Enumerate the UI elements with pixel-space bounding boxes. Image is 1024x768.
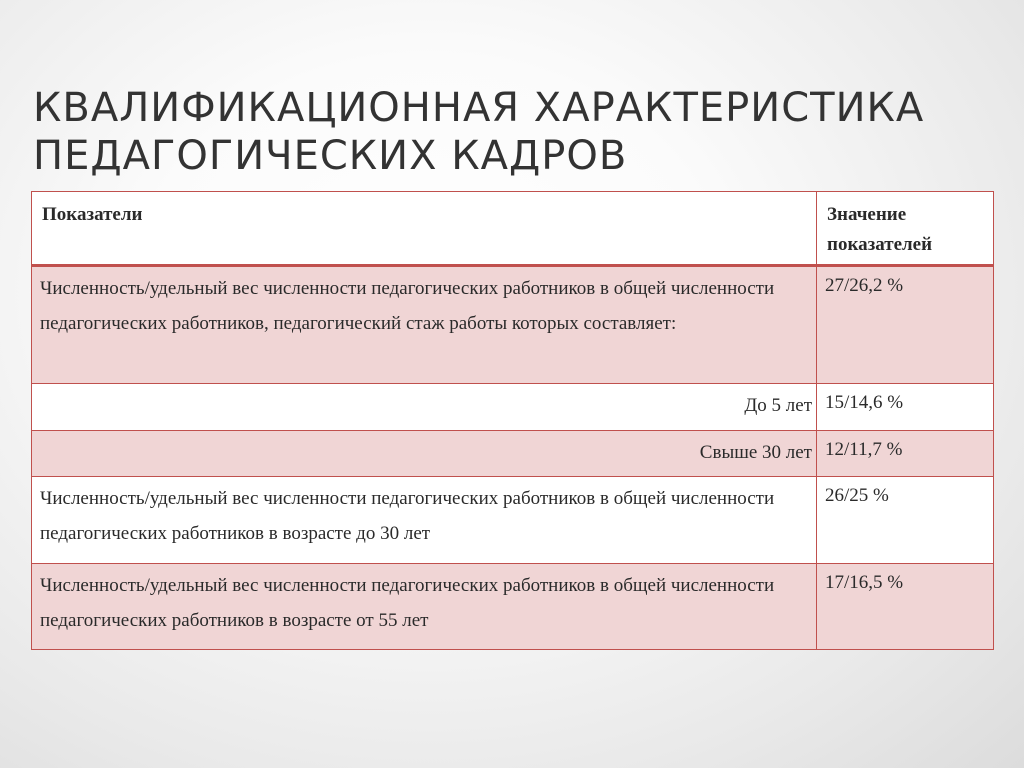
table-row	[32, 384, 994, 431]
slide-title	[33, 84, 993, 180]
value-cell: 15/14,6 %	[817, 384, 994, 431]
indicator-cell: Численность/удельный вес численности педагогических работников в общей численности педагогических работников, педагогический стаж работы которых составляет:	[32, 266, 817, 384]
indicator-cell: Свыше 30 лет	[32, 431, 817, 477]
value-cell: 12/11,7 %	[817, 431, 994, 477]
table-row	[32, 431, 994, 477]
slide-title-line-2: ПЕДАГОГИЧЕСКИХ КАДРОВ	[33, 133, 628, 179]
value-cell: 17/16,5 %	[817, 564, 994, 650]
indicators-table	[31, 191, 994, 650]
table-row	[32, 564, 994, 650]
slide-title-line-1: КВАЛИФИКАЦИОННАЯ ХАРАКТЕРИСТИКА	[33, 85, 925, 131]
table-header-row	[32, 192, 994, 266]
header-value: Значение показателей	[817, 192, 994, 266]
value-cell: 26/25 %	[817, 477, 994, 564]
value-cell: 27/26,2 %	[817, 266, 994, 384]
indicator-cell: Численность/удельный вес численности педагогических работников в общей численности педагогических работников в возрасте от 55 лет	[32, 564, 817, 650]
table-row	[32, 477, 994, 564]
table-row	[32, 266, 994, 384]
header-indicators: Показатели	[32, 192, 817, 266]
indicator-cell: До 5 лет	[32, 384, 817, 431]
indicator-cell: Численность/удельный вес численности педагогических работников в общей численности педагогических работников в возрасте до 30 лет	[32, 477, 817, 564]
